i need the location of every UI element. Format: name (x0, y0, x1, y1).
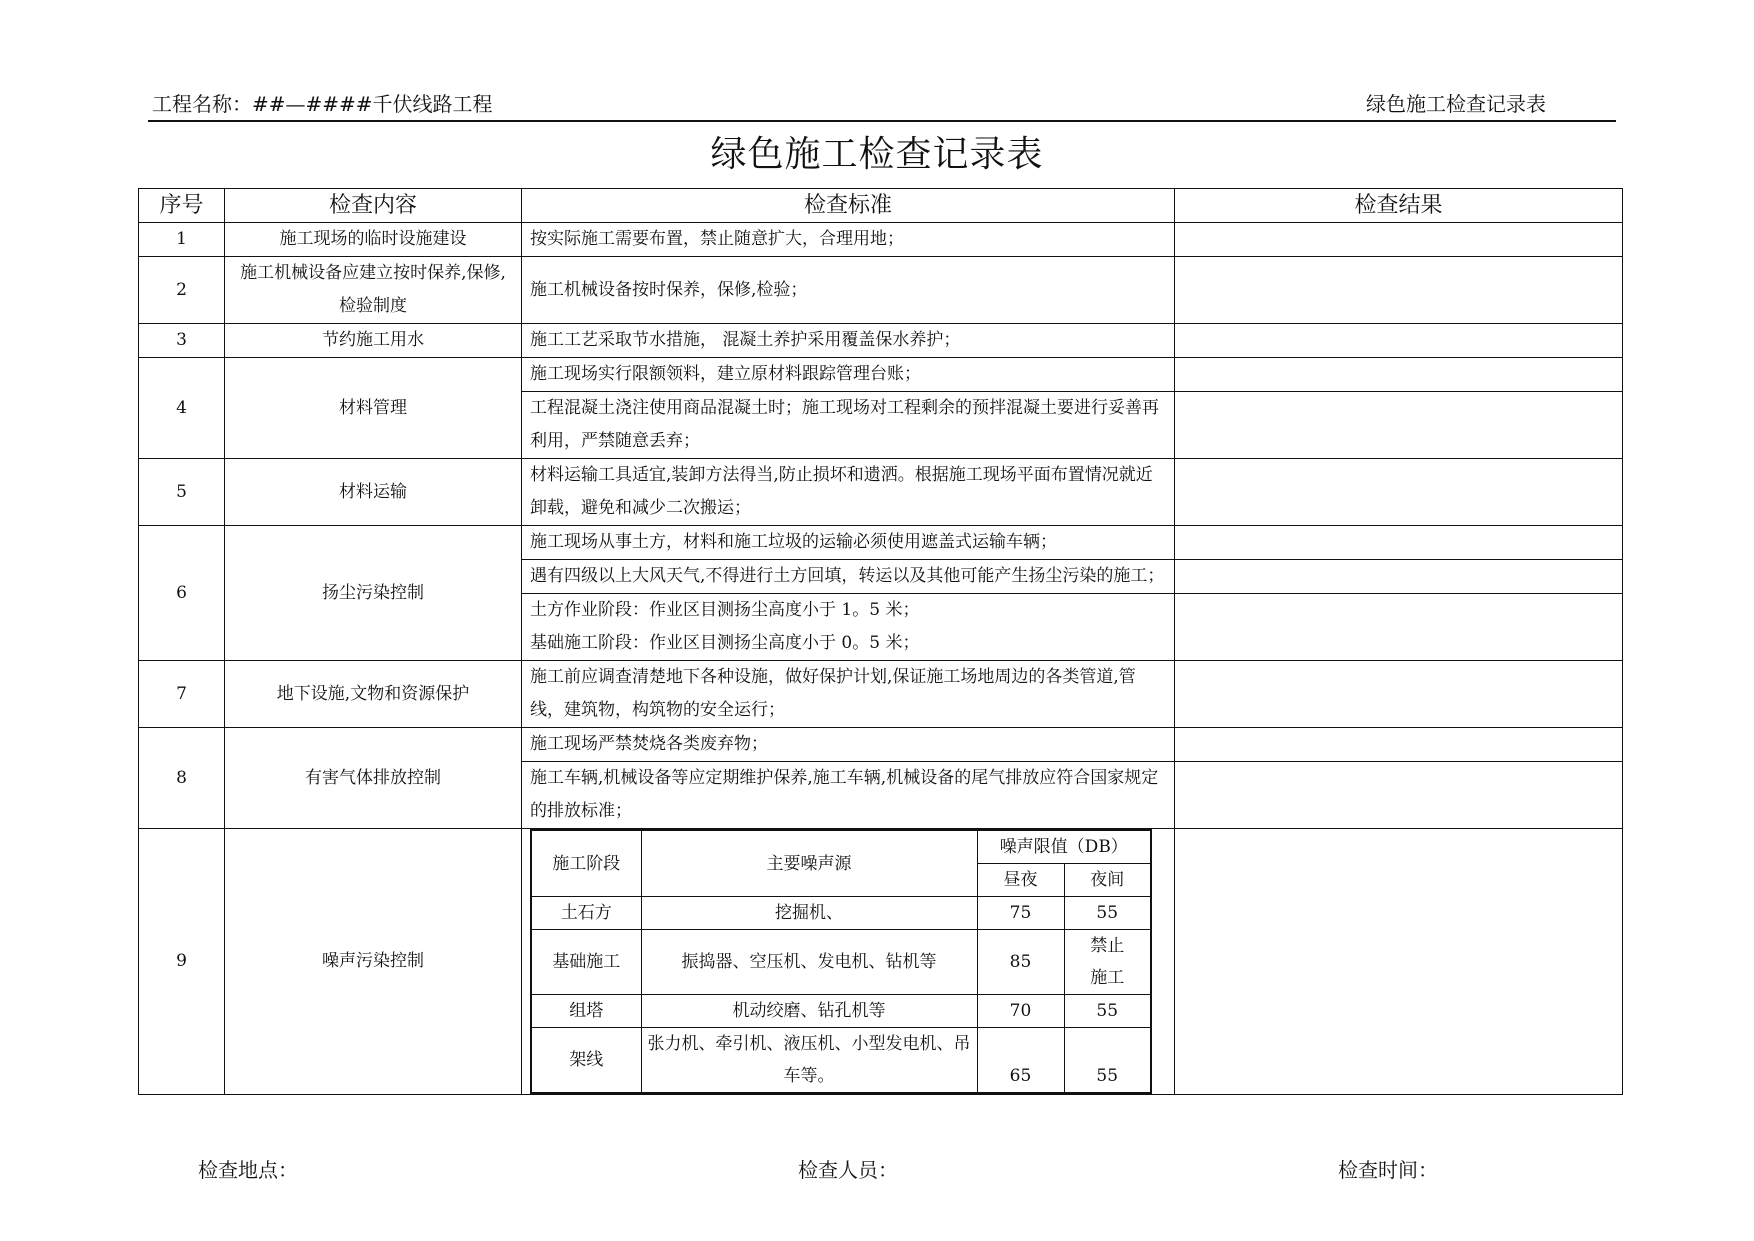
table-header-row (139, 189, 1623, 223)
check-standard: 施工工艺采取节水措施， 混凝土养护采用覆盖保水养护； (522, 324, 1175, 358)
check-result (1175, 762, 1623, 829)
check-result (1175, 594, 1623, 661)
noise-day-limit: 65 (977, 1028, 1064, 1094)
check-result (1175, 324, 1623, 358)
noise-source: 振捣器、空压机、发电机、钻机等 (641, 930, 977, 995)
noise-row (531, 930, 1151, 995)
check-item: 材料管理 (225, 358, 522, 459)
check-result (1175, 661, 1623, 728)
noise-night-limit: 55 (1064, 995, 1151, 1028)
check-result (1175, 829, 1623, 1095)
noise-row (531, 897, 1151, 930)
noise-day-limit: 85 (977, 930, 1064, 995)
footer-inspector: 检查人员： (798, 1158, 898, 1182)
inspection-table (138, 188, 1623, 1095)
check-standard: 施工车辆,机械设备等应定期维护保养,施工车辆,机械设备的尾气排放应符合国家规定的排放标准； (522, 762, 1175, 829)
footer-location: 检查地点： (198, 1158, 298, 1182)
check-standard: 施工机械设备按时保养，保修,检验； (522, 257, 1175, 324)
check-item: 噪声污染控制 (225, 829, 522, 1095)
check-result (1175, 560, 1623, 594)
check-result (1175, 728, 1623, 762)
check-standard (522, 829, 1175, 1095)
row-number: 4 (139, 358, 225, 459)
page-title: 绿色施工检查记录表 (710, 134, 1044, 175)
table-row (139, 358, 1623, 392)
col-header-item: 检查内容 (225, 189, 522, 223)
check-result (1175, 358, 1623, 392)
check-result (1175, 526, 1623, 560)
table-row (139, 829, 1623, 1095)
check-standard: 施工前应调查清楚地下各种设施，做好保护计划,保证施工场地周边的各类管道,管线，建筑物，构筑物的安全运行； (522, 661, 1175, 728)
check-standard: 施工现场严禁焚烧各类废弃物； (522, 728, 1175, 762)
footer-time: 检查时间： (1338, 1158, 1438, 1182)
row-number: 2 (139, 257, 225, 324)
check-result (1175, 223, 1623, 257)
check-item: 有害气体排放控制 (225, 728, 522, 829)
noise-limit-table (530, 829, 1152, 1094)
check-standard: 施工现场从事土方，材料和施工垃圾的运输必须使用遮盖式运输车辆； (522, 526, 1175, 560)
noise-day-limit: 75 (977, 897, 1064, 930)
row-number: 5 (139, 459, 225, 526)
table-row (139, 459, 1623, 526)
noise-stage: 架线 (531, 1028, 641, 1094)
noise-header-stage: 施工阶段 (531, 830, 641, 897)
table-row (139, 728, 1623, 762)
check-item: 节约施工用水 (225, 324, 522, 358)
check-standard: 土方作业阶段：作业区目测扬尘高度小于 1。5 米； 基础施工阶段：作业区目测扬尘高度小于 0。5 米； (522, 594, 1175, 661)
check-item: 施工机械设备应建立按时保养,保修,检验制度 (225, 257, 522, 324)
table-row (139, 526, 1623, 560)
table-row (139, 661, 1623, 728)
noise-source: 机动绞磨、钻孔机等 (641, 995, 977, 1028)
check-item: 扬尘污染控制 (225, 526, 522, 661)
row-number: 6 (139, 526, 225, 661)
noise-header-source: 主要噪声源 (641, 830, 977, 897)
project-name: 工程名称：##—####千伏线路工程 (152, 92, 493, 116)
check-item: 施工现场的临时设施建设 (225, 223, 522, 257)
check-item: 材料运输 (225, 459, 522, 526)
check-item: 地下设施,文物和资源保护 (225, 661, 522, 728)
check-standard: 工程混凝土浇注使用商品混凝土时；施工现场对工程剩余的预拌混凝土要进行妥善再利用，严禁随意丢弃； (522, 392, 1175, 459)
noise-row (531, 1028, 1151, 1094)
noise-night-limit: 55 (1064, 1028, 1151, 1094)
noise-header-day: 昼夜 (977, 864, 1064, 897)
form-name: 绿色施工检查记录表 (1366, 92, 1546, 116)
row-number: 7 (139, 661, 225, 728)
noise-header-night: 夜间 (1064, 864, 1151, 897)
table-row (139, 257, 1623, 324)
row-number: 8 (139, 728, 225, 829)
noise-day-limit: 70 (977, 995, 1064, 1028)
noise-night-limit: 55 (1064, 897, 1151, 930)
col-header-standard: 检查标准 (522, 189, 1175, 223)
header-rule (148, 120, 1616, 122)
noise-source: 挖掘机、 (641, 897, 977, 930)
col-header-no: 序号 (139, 189, 225, 223)
table-row (139, 324, 1623, 358)
table-row (139, 223, 1623, 257)
check-standard: 遇有四级以上大风天气,不得进行土方回填，转运以及其他可能产生扬尘污染的施工； (522, 560, 1175, 594)
row-number: 1 (139, 223, 225, 257)
noise-source: 张力机、牵引机、液压机、小型发电机、吊车等。 (641, 1028, 977, 1094)
check-standard: 施工现场实行限额领料，建立原材料跟踪管理台账； (522, 358, 1175, 392)
check-standard: 按实际施工需要布置，禁止随意扩大，合理用地； (522, 223, 1175, 257)
noise-row (531, 995, 1151, 1028)
noise-stage: 土石方 (531, 897, 641, 930)
check-result (1175, 459, 1623, 526)
noise-stage: 组塔 (531, 995, 641, 1028)
noise-stage: 基础施工 (531, 930, 641, 995)
check-result (1175, 257, 1623, 324)
noise-header-limit: 噪声限值（DB） (977, 830, 1151, 864)
col-header-result: 检查结果 (1175, 189, 1623, 223)
check-result (1175, 392, 1623, 459)
row-number: 3 (139, 324, 225, 358)
check-standard: 材料运输工具适宜,装卸方法得当,防止损坏和遗洒。根据施工现场平面布置情况就近卸载，避免和减少二次搬运； (522, 459, 1175, 526)
row-number: 9 (139, 829, 225, 1095)
noise-night-limit: 禁止施工 (1064, 930, 1151, 995)
